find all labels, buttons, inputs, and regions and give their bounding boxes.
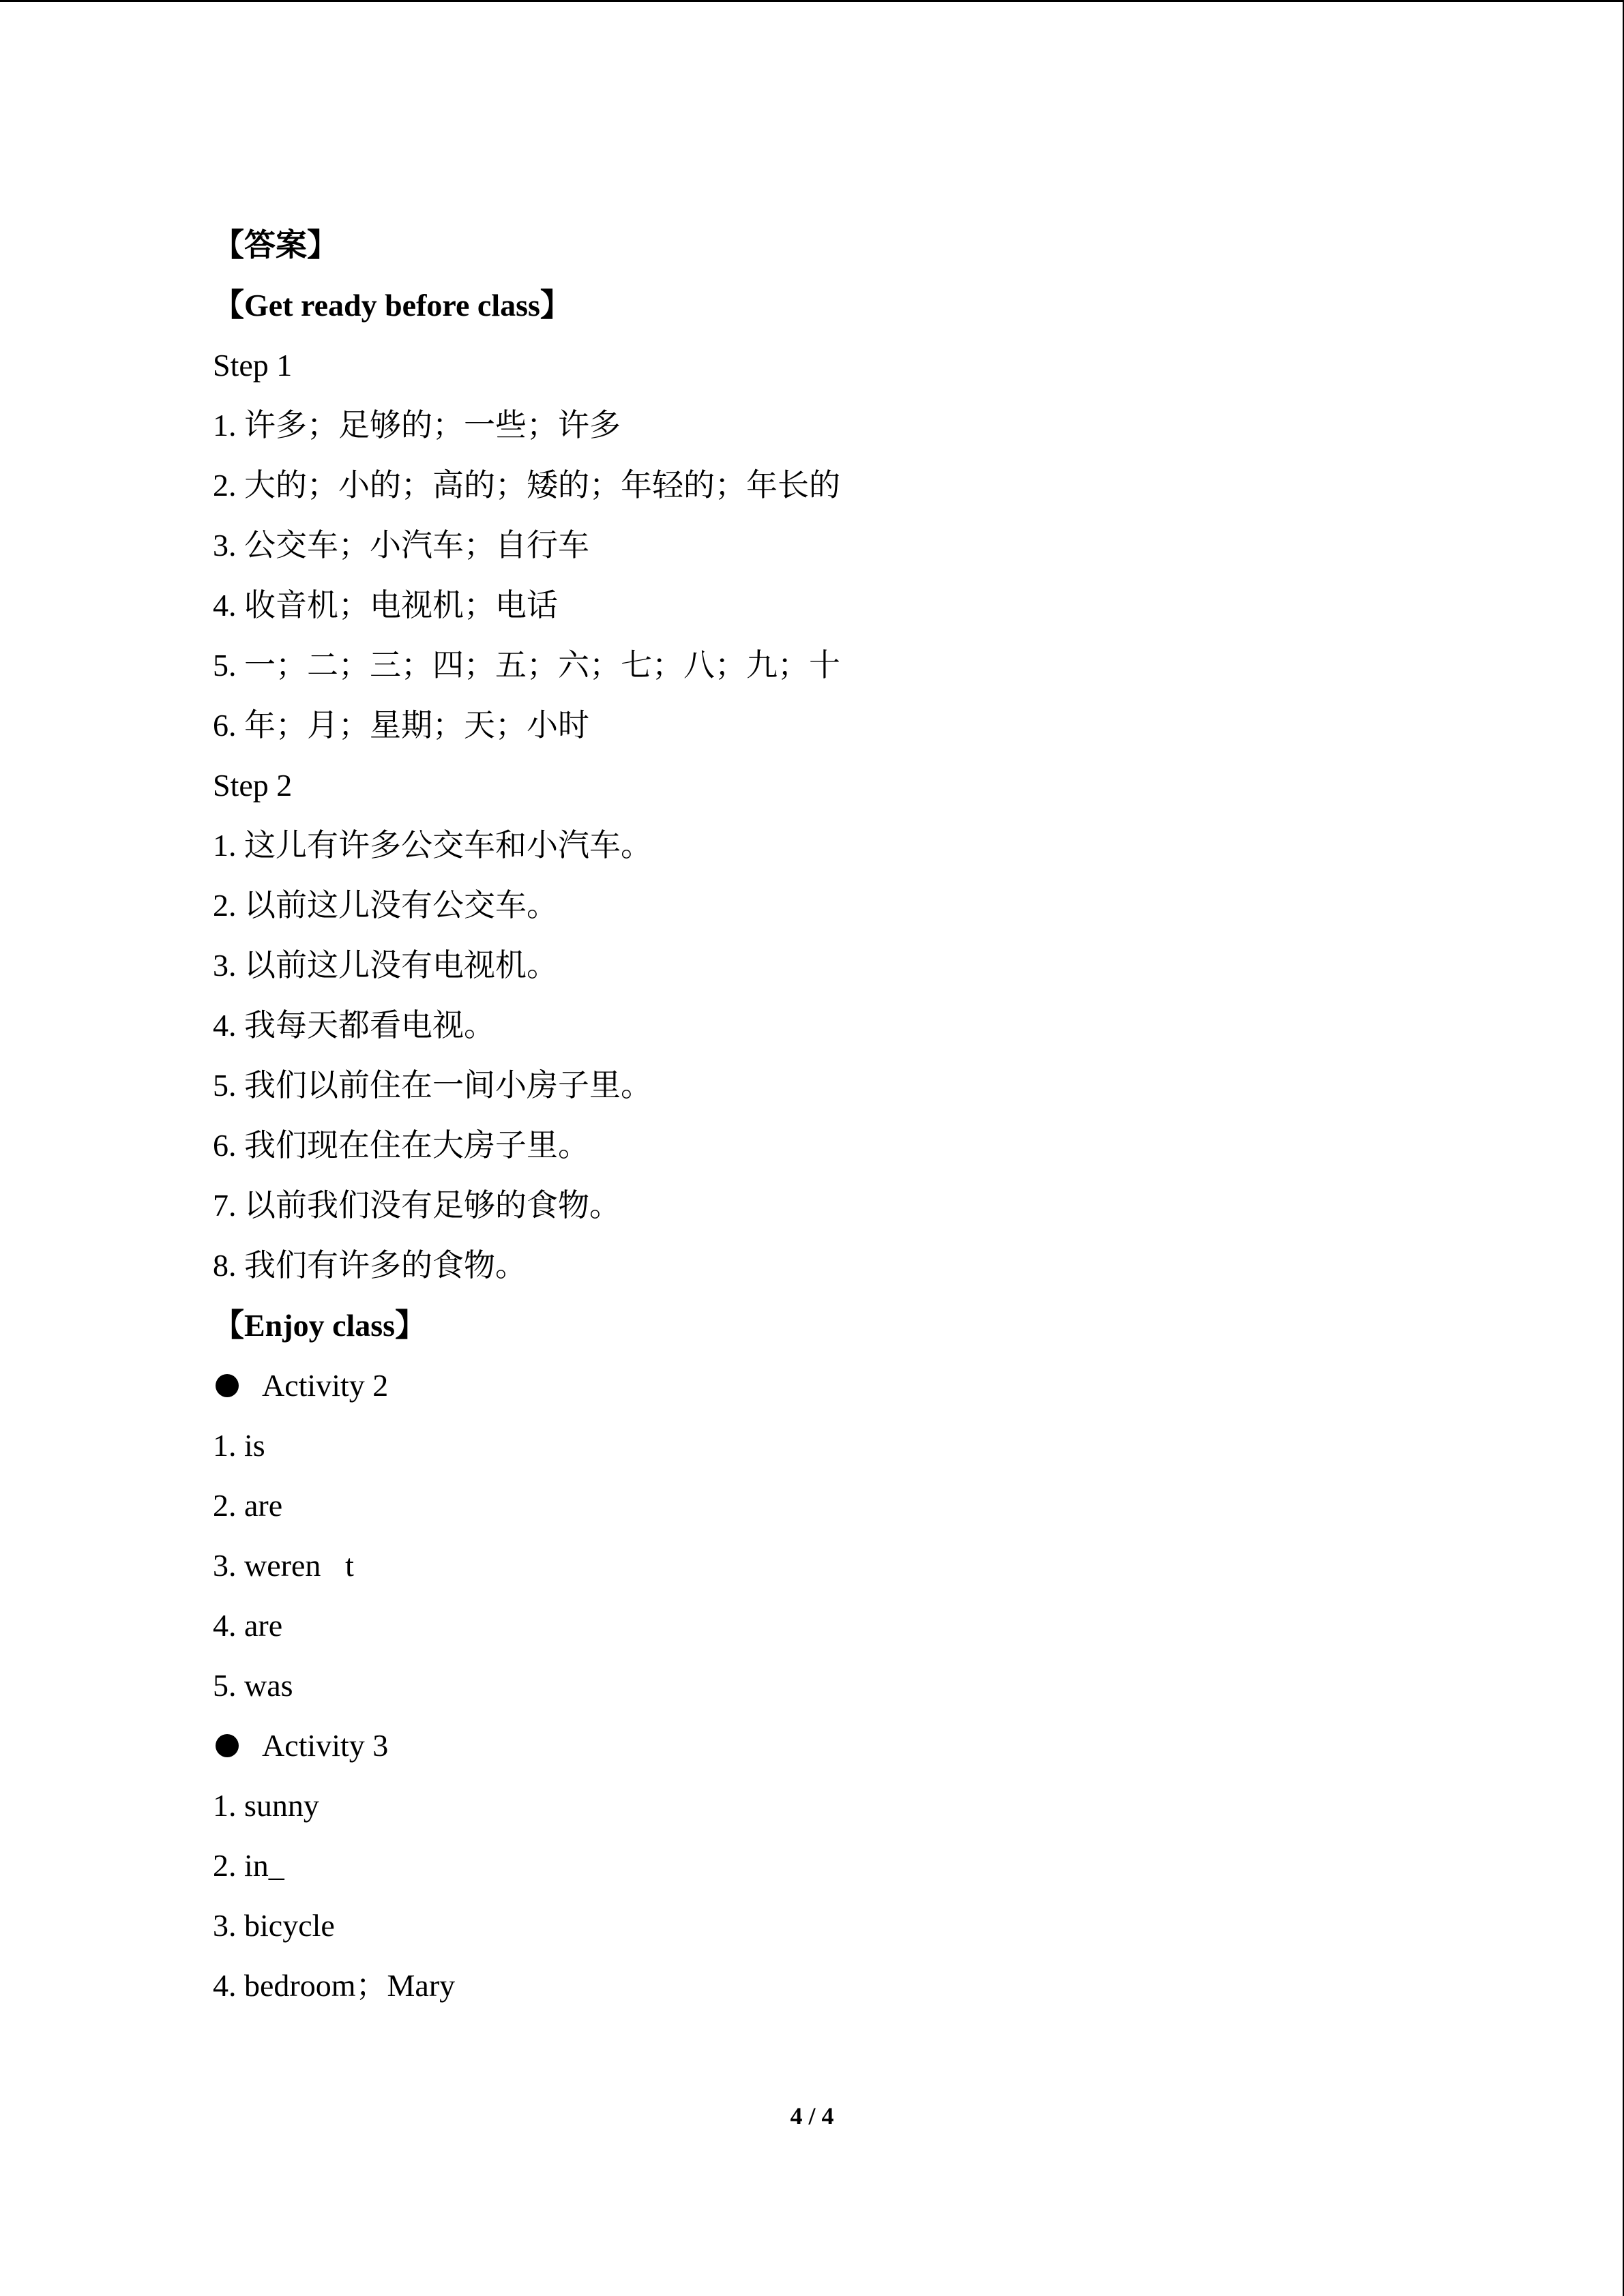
bullet-icon: [216, 1734, 239, 1757]
step1-item: 3. 公交车；小汽车；自行车: [213, 528, 589, 563]
step2-label: Step 2: [213, 768, 293, 803]
step2-item: 3. 以前这儿没有电视机。: [213, 948, 558, 983]
activity3-heading: [213, 1716, 1509, 1776]
step1-item: 4. 收音机；电视机；电话: [213, 588, 558, 623]
activity3-item: 3. bicycle: [213, 1908, 335, 1943]
step2-item: 5. 我们以前住在一间小房子里。: [213, 1068, 652, 1103]
step1-item: 1. 许多；足够的；一些；许多: [213, 408, 621, 443]
activity2-item: 1. is: [213, 1428, 265, 1463]
document-content: [213, 215, 1509, 2016]
step1-label: Step 1: [213, 348, 293, 383]
activity2-item: 2. are: [213, 1488, 283, 1523]
section-title-get-ready: 【Get ready before class】: [213, 288, 572, 323]
step1-item: 5. 一；二；三；四；五；六；七；八；九；十: [213, 648, 840, 683]
activity3-label: Activity 3: [262, 1728, 389, 1763]
answers-title: 【答案】: [213, 228, 338, 263]
activity2-item: 3. weren t: [213, 1548, 354, 1583]
step2-item: 6. 我们现在住在大房子里。: [213, 1128, 589, 1163]
step1-item: 2. 大的；小的；高的；矮的；年轻的；年长的: [213, 468, 840, 503]
section-title-enjoy-class: 【Enjoy class】: [213, 1308, 427, 1343]
step2-item: 7. 以前我们没有足够的食物。: [213, 1188, 621, 1223]
step2-item: 2. 以前这儿没有公交车。: [213, 888, 558, 923]
step2-item: 1. 这儿有许多公交车和小汽车。: [213, 828, 652, 863]
step2-item: 8. 我们有许多的食物。: [213, 1248, 527, 1283]
bullet-icon: [216, 1374, 239, 1397]
step2-item: 4. 我每天都看电视。: [213, 1008, 495, 1043]
activity2-item: 5. was: [213, 1668, 293, 1703]
activity3-item: 2. in_: [213, 1848, 284, 1883]
activity2-heading: [213, 1356, 1509, 1416]
page-number: 4 / 4: [790, 2102, 834, 2130]
page-border-top: [0, 0, 1624, 2]
activity3-item: 4. bedroom；Mary: [213, 1968, 456, 2003]
step1-item: 6. 年；月；星期；天；小时: [213, 708, 589, 743]
activity2-label: Activity 2: [262, 1368, 389, 1403]
activity2-item: 4. are: [213, 1608, 283, 1643]
activity3-item: 1. sunny: [213, 1788, 319, 1823]
